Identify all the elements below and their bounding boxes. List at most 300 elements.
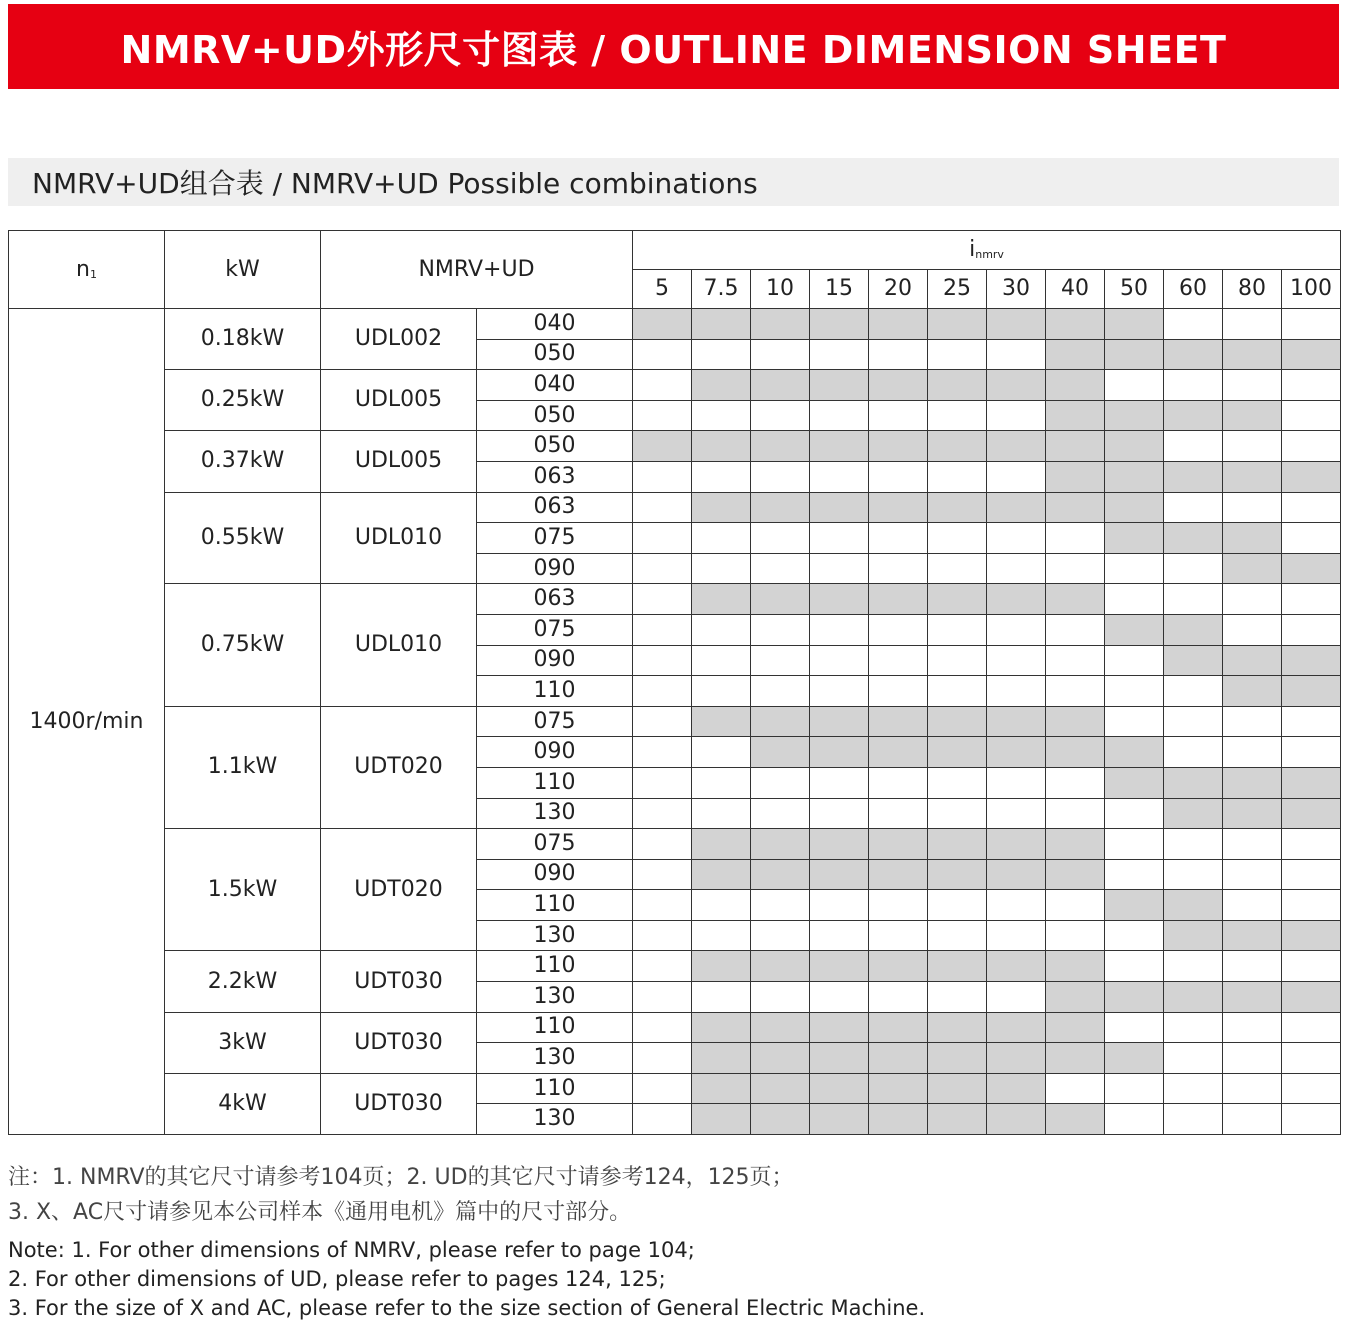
available-cell xyxy=(633,431,692,462)
available-cell xyxy=(928,309,987,340)
header-ratio: 30 xyxy=(987,270,1046,309)
empty-cell xyxy=(810,523,869,554)
available-cell xyxy=(1105,1043,1164,1074)
available-cell xyxy=(928,859,987,890)
empty-cell xyxy=(1282,370,1341,401)
available-cell xyxy=(869,951,928,982)
empty-cell xyxy=(1282,309,1341,340)
empty-cell xyxy=(692,400,751,431)
available-cell xyxy=(869,829,928,860)
empty-cell xyxy=(1164,676,1223,707)
empty-cell xyxy=(928,614,987,645)
available-cell xyxy=(751,829,810,860)
available-cell xyxy=(928,1104,987,1135)
header-ratio: 5 xyxy=(633,270,692,309)
empty-cell xyxy=(751,339,810,370)
empty-cell xyxy=(1164,553,1223,584)
empty-cell xyxy=(869,523,928,554)
table-row xyxy=(9,1012,1341,1043)
available-cell xyxy=(869,737,928,768)
nmrv-size-cell: 130 xyxy=(477,1043,633,1074)
available-cell xyxy=(1046,1104,1105,1135)
empty-cell xyxy=(1223,614,1282,645)
empty-cell xyxy=(633,859,692,890)
empty-cell xyxy=(692,461,751,492)
available-cell xyxy=(1046,951,1105,982)
header-ratio: 10 xyxy=(751,270,810,309)
empty-cell xyxy=(1164,1073,1223,1104)
available-cell xyxy=(869,706,928,737)
empty-cell xyxy=(810,400,869,431)
available-cell xyxy=(987,859,1046,890)
available-cell xyxy=(692,1104,751,1135)
nmrv-size-cell: 063 xyxy=(477,584,633,615)
kw-cell: 0.25kW xyxy=(165,370,321,431)
available-cell xyxy=(692,829,751,860)
empty-cell xyxy=(1164,706,1223,737)
available-cell xyxy=(1164,890,1223,921)
empty-cell xyxy=(1282,890,1341,921)
available-cell xyxy=(869,584,928,615)
empty-cell xyxy=(1282,859,1341,890)
kw-cell: 0.55kW xyxy=(165,492,321,584)
empty-cell xyxy=(751,767,810,798)
available-cell xyxy=(810,1104,869,1135)
table-row xyxy=(9,1073,1341,1104)
nmrv-size-cell: 110 xyxy=(477,676,633,707)
empty-cell xyxy=(1164,584,1223,615)
available-cell xyxy=(810,309,869,340)
empty-cell xyxy=(810,982,869,1013)
available-cell xyxy=(869,1104,928,1135)
empty-cell xyxy=(633,767,692,798)
ud-model-cell: UDL005 xyxy=(321,370,477,431)
kw-cell: 4kW xyxy=(165,1073,321,1134)
ud-model-cell: UDL005 xyxy=(321,431,477,492)
empty-cell xyxy=(633,676,692,707)
empty-cell xyxy=(751,982,810,1013)
available-cell xyxy=(928,951,987,982)
available-cell xyxy=(1282,920,1341,951)
empty-cell xyxy=(751,461,810,492)
available-cell xyxy=(1105,309,1164,340)
empty-cell xyxy=(751,400,810,431)
empty-cell xyxy=(869,890,928,921)
empty-cell xyxy=(1223,370,1282,401)
empty-cell xyxy=(633,951,692,982)
available-cell xyxy=(692,584,751,615)
available-cell xyxy=(987,309,1046,340)
available-cell xyxy=(869,859,928,890)
available-cell xyxy=(1105,767,1164,798)
empty-cell xyxy=(987,523,1046,554)
notes xyxy=(8,1160,1338,1323)
empty-cell xyxy=(869,400,928,431)
available-cell xyxy=(1164,798,1223,829)
nmrv-size-cell: 110 xyxy=(477,951,633,982)
empty-cell xyxy=(751,553,810,584)
available-cell xyxy=(928,829,987,860)
nmrv-size-cell: 130 xyxy=(477,798,633,829)
available-cell xyxy=(1164,614,1223,645)
section-header xyxy=(8,158,1339,206)
available-cell xyxy=(751,370,810,401)
available-cell xyxy=(1223,982,1282,1013)
empty-cell xyxy=(1223,829,1282,860)
header-ratio: 50 xyxy=(1105,270,1164,309)
empty-cell xyxy=(928,676,987,707)
empty-cell xyxy=(1164,492,1223,523)
empty-cell xyxy=(1223,1012,1282,1043)
available-cell xyxy=(987,431,1046,462)
kw-cell: 0.18kW xyxy=(165,309,321,370)
header-n1: $n_1$ xyxy=(9,231,165,309)
table-row xyxy=(9,492,1341,523)
empty-cell xyxy=(1282,829,1341,860)
available-cell xyxy=(1164,339,1223,370)
header-kw: kW xyxy=(165,231,321,309)
header-ratio: 40 xyxy=(1046,270,1105,309)
ud-model-cell: UDL002 xyxy=(321,309,477,370)
available-cell xyxy=(810,370,869,401)
available-cell xyxy=(810,431,869,462)
empty-cell xyxy=(1164,1043,1223,1074)
empty-cell xyxy=(692,676,751,707)
empty-cell xyxy=(810,339,869,370)
available-cell xyxy=(1164,461,1223,492)
available-cell xyxy=(751,1073,810,1104)
kw-cell: 3kW xyxy=(165,1012,321,1073)
table-row xyxy=(9,829,1341,860)
available-cell xyxy=(869,1073,928,1104)
available-cell xyxy=(692,1073,751,1104)
available-cell xyxy=(1223,461,1282,492)
available-cell xyxy=(1223,400,1282,431)
available-cell xyxy=(1164,982,1223,1013)
available-cell xyxy=(987,706,1046,737)
empty-cell xyxy=(987,767,1046,798)
empty-cell xyxy=(928,553,987,584)
available-cell xyxy=(1282,767,1341,798)
nmrv-size-cell: 063 xyxy=(477,492,633,523)
table-row xyxy=(9,951,1341,982)
nmrv-size-cell: 090 xyxy=(477,737,633,768)
available-cell xyxy=(1046,1012,1105,1043)
banner-title: NMRV+UD外形尺寸图表 / OUTLINE DIMENSION SHEET xyxy=(120,28,1227,72)
available-cell xyxy=(1105,431,1164,462)
kw-cell: 2.2kW xyxy=(165,951,321,1012)
empty-cell xyxy=(1223,706,1282,737)
nmrv-size-cell: 075 xyxy=(477,706,633,737)
empty-cell xyxy=(928,645,987,676)
empty-cell xyxy=(1164,859,1223,890)
empty-cell xyxy=(1105,798,1164,829)
empty-cell xyxy=(987,676,1046,707)
available-cell xyxy=(1105,737,1164,768)
available-cell xyxy=(1223,676,1282,707)
nmrv-size-cell: 075 xyxy=(477,614,633,645)
empty-cell xyxy=(1046,767,1105,798)
empty-cell xyxy=(751,890,810,921)
available-cell xyxy=(869,370,928,401)
empty-cell xyxy=(1105,370,1164,401)
combinations-table xyxy=(8,230,1341,1135)
empty-cell xyxy=(633,492,692,523)
available-cell xyxy=(692,859,751,890)
empty-cell xyxy=(987,920,1046,951)
available-cell xyxy=(928,370,987,401)
available-cell xyxy=(1282,645,1341,676)
empty-cell xyxy=(1164,1012,1223,1043)
available-cell xyxy=(1282,339,1341,370)
section-title: NMRV+UD组合表 / NMRV+UD Possible combinations xyxy=(32,167,758,200)
available-cell xyxy=(1046,400,1105,431)
available-cell xyxy=(869,492,928,523)
nmrv-size-cell: 110 xyxy=(477,1073,633,1104)
available-cell xyxy=(692,706,751,737)
empty-cell xyxy=(1105,553,1164,584)
empty-cell xyxy=(1046,676,1105,707)
available-cell xyxy=(869,431,928,462)
empty-cell xyxy=(987,553,1046,584)
available-cell xyxy=(810,1073,869,1104)
empty-cell xyxy=(692,645,751,676)
empty-cell xyxy=(1164,1104,1223,1135)
empty-cell xyxy=(987,614,1046,645)
empty-cell xyxy=(692,614,751,645)
table-row xyxy=(9,431,1341,462)
empty-cell xyxy=(1046,1073,1105,1104)
empty-cell xyxy=(1223,859,1282,890)
available-cell xyxy=(751,431,810,462)
nmrv-size-cell: 110 xyxy=(477,767,633,798)
empty-cell xyxy=(1105,859,1164,890)
empty-cell xyxy=(692,553,751,584)
empty-cell xyxy=(633,798,692,829)
empty-cell xyxy=(692,798,751,829)
ud-model-cell: UDT030 xyxy=(321,951,477,1012)
empty-cell xyxy=(1282,400,1341,431)
note-en-2: 2. For other dimensions of UD, please refer to pages 124, 125; xyxy=(8,1267,666,1291)
empty-cell xyxy=(1105,584,1164,615)
available-cell xyxy=(810,829,869,860)
available-cell xyxy=(751,309,810,340)
empty-cell xyxy=(928,523,987,554)
empty-cell xyxy=(1046,553,1105,584)
available-cell xyxy=(1105,461,1164,492)
empty-cell xyxy=(1223,309,1282,340)
empty-cell xyxy=(633,400,692,431)
available-cell xyxy=(1223,798,1282,829)
available-cell xyxy=(1164,523,1223,554)
empty-cell xyxy=(1223,584,1282,615)
available-cell xyxy=(692,1043,751,1074)
available-cell xyxy=(1223,767,1282,798)
available-cell xyxy=(1282,553,1341,584)
kw-cell: 0.37kW xyxy=(165,431,321,492)
header-ratio: 7.5 xyxy=(692,270,751,309)
empty-cell xyxy=(633,737,692,768)
available-cell xyxy=(751,1012,810,1043)
empty-cell xyxy=(633,614,692,645)
empty-cell xyxy=(810,920,869,951)
available-cell xyxy=(751,1104,810,1135)
nmrv-size-cell: 130 xyxy=(477,982,633,1013)
nmrv-size-cell: 063 xyxy=(477,461,633,492)
empty-cell xyxy=(1105,829,1164,860)
available-cell xyxy=(1223,645,1282,676)
empty-cell xyxy=(1164,370,1223,401)
empty-cell xyxy=(1164,829,1223,860)
available-cell xyxy=(751,706,810,737)
empty-cell xyxy=(1282,737,1341,768)
available-cell xyxy=(1223,920,1282,951)
empty-cell xyxy=(987,645,1046,676)
empty-cell xyxy=(1223,1104,1282,1135)
header-ratio: 60 xyxy=(1164,270,1223,309)
empty-cell xyxy=(1282,1043,1341,1074)
available-cell xyxy=(1105,492,1164,523)
available-cell xyxy=(987,737,1046,768)
nmrv-size-cell: 075 xyxy=(477,523,633,554)
empty-cell xyxy=(1282,1104,1341,1135)
available-cell xyxy=(1282,461,1341,492)
empty-cell xyxy=(810,798,869,829)
available-cell xyxy=(1046,1043,1105,1074)
available-cell xyxy=(987,1104,1046,1135)
available-cell xyxy=(869,309,928,340)
available-cell xyxy=(751,859,810,890)
available-cell xyxy=(1105,982,1164,1013)
available-cell xyxy=(928,1043,987,1074)
ud-model-cell: UDL010 xyxy=(321,492,477,584)
empty-cell xyxy=(692,523,751,554)
speed-cell: 1400r/min xyxy=(9,309,165,1135)
empty-cell xyxy=(869,982,928,1013)
empty-cell xyxy=(692,737,751,768)
empty-cell xyxy=(810,614,869,645)
empty-cell xyxy=(633,461,692,492)
available-cell xyxy=(1164,920,1223,951)
empty-cell xyxy=(1282,1073,1341,1104)
note-cn-2: 3. X、AC尺寸请参见本公司样本《通用电机》篇中的尺寸部分。 xyxy=(8,1200,632,1225)
available-cell xyxy=(987,370,1046,401)
empty-cell xyxy=(869,798,928,829)
empty-cell xyxy=(1282,706,1341,737)
empty-cell xyxy=(928,767,987,798)
empty-cell xyxy=(869,767,928,798)
note-en-1: Note: 1. For other dimensions of NMRV, please refer to page 104; xyxy=(8,1238,695,1262)
empty-cell xyxy=(692,339,751,370)
nmrv-size-cell: 075 xyxy=(477,829,633,860)
available-cell xyxy=(810,1043,869,1074)
empty-cell xyxy=(633,1073,692,1104)
empty-cell xyxy=(1105,676,1164,707)
empty-cell xyxy=(1164,737,1223,768)
available-cell xyxy=(1223,523,1282,554)
available-cell xyxy=(1105,400,1164,431)
available-cell xyxy=(751,584,810,615)
empty-cell xyxy=(987,798,1046,829)
available-cell xyxy=(1105,890,1164,921)
empty-cell xyxy=(1105,951,1164,982)
empty-cell xyxy=(751,920,810,951)
available-cell xyxy=(1164,645,1223,676)
empty-cell xyxy=(633,706,692,737)
empty-cell xyxy=(928,339,987,370)
empty-cell xyxy=(810,676,869,707)
available-cell xyxy=(928,492,987,523)
nmrv-size-cell: 130 xyxy=(477,920,633,951)
nmrv-size-cell: 090 xyxy=(477,859,633,890)
empty-cell xyxy=(1105,1104,1164,1135)
available-cell xyxy=(928,737,987,768)
available-cell xyxy=(692,492,751,523)
table-row xyxy=(9,370,1341,401)
empty-cell xyxy=(633,339,692,370)
empty-cell xyxy=(633,829,692,860)
table-row xyxy=(9,706,1341,737)
available-cell xyxy=(987,1012,1046,1043)
nmrv-size-cell: 040 xyxy=(477,370,633,401)
empty-cell xyxy=(987,461,1046,492)
nmrv-size-cell: 050 xyxy=(477,400,633,431)
available-cell xyxy=(928,1073,987,1104)
empty-cell xyxy=(1105,706,1164,737)
available-cell xyxy=(1046,859,1105,890)
nmrv-size-cell: 110 xyxy=(477,890,633,921)
kw-cell: 1.5kW xyxy=(165,829,321,951)
empty-cell xyxy=(633,1012,692,1043)
available-cell xyxy=(1282,676,1341,707)
nmrv-size-cell: 050 xyxy=(477,431,633,462)
available-cell xyxy=(1164,767,1223,798)
empty-cell xyxy=(751,523,810,554)
available-cell xyxy=(987,1043,1046,1074)
empty-cell xyxy=(633,920,692,951)
empty-cell xyxy=(1046,523,1105,554)
empty-cell xyxy=(1282,951,1341,982)
available-cell xyxy=(810,706,869,737)
header-ratio: 80 xyxy=(1223,270,1282,309)
empty-cell xyxy=(1164,951,1223,982)
ud-model-cell: UDT020 xyxy=(321,829,477,951)
available-cell xyxy=(810,737,869,768)
empty-cell xyxy=(1282,492,1341,523)
empty-cell xyxy=(633,370,692,401)
available-cell xyxy=(928,1012,987,1043)
empty-cell xyxy=(987,982,1046,1013)
nmrv-size-cell: 090 xyxy=(477,553,633,584)
empty-cell xyxy=(1282,1012,1341,1043)
empty-cell xyxy=(751,645,810,676)
header-ratio: 100 xyxy=(1282,270,1341,309)
available-cell xyxy=(869,1012,928,1043)
empty-cell xyxy=(692,982,751,1013)
available-cell xyxy=(987,492,1046,523)
empty-cell xyxy=(1282,431,1341,462)
empty-cell xyxy=(928,920,987,951)
available-cell xyxy=(810,859,869,890)
available-cell xyxy=(692,1012,751,1043)
empty-cell xyxy=(869,614,928,645)
header-ratio-group: $i_{nmrv}$ xyxy=(633,231,1341,270)
ud-model-cell: UDL010 xyxy=(321,584,477,706)
nmrv-size-cell: 130 xyxy=(477,1104,633,1135)
empty-cell xyxy=(928,982,987,1013)
empty-cell xyxy=(869,645,928,676)
note-cn-1: 注：1. NMRV的其它尺寸请参考104页；2. UD的其它尺寸请参考124，125页； xyxy=(8,1165,794,1190)
